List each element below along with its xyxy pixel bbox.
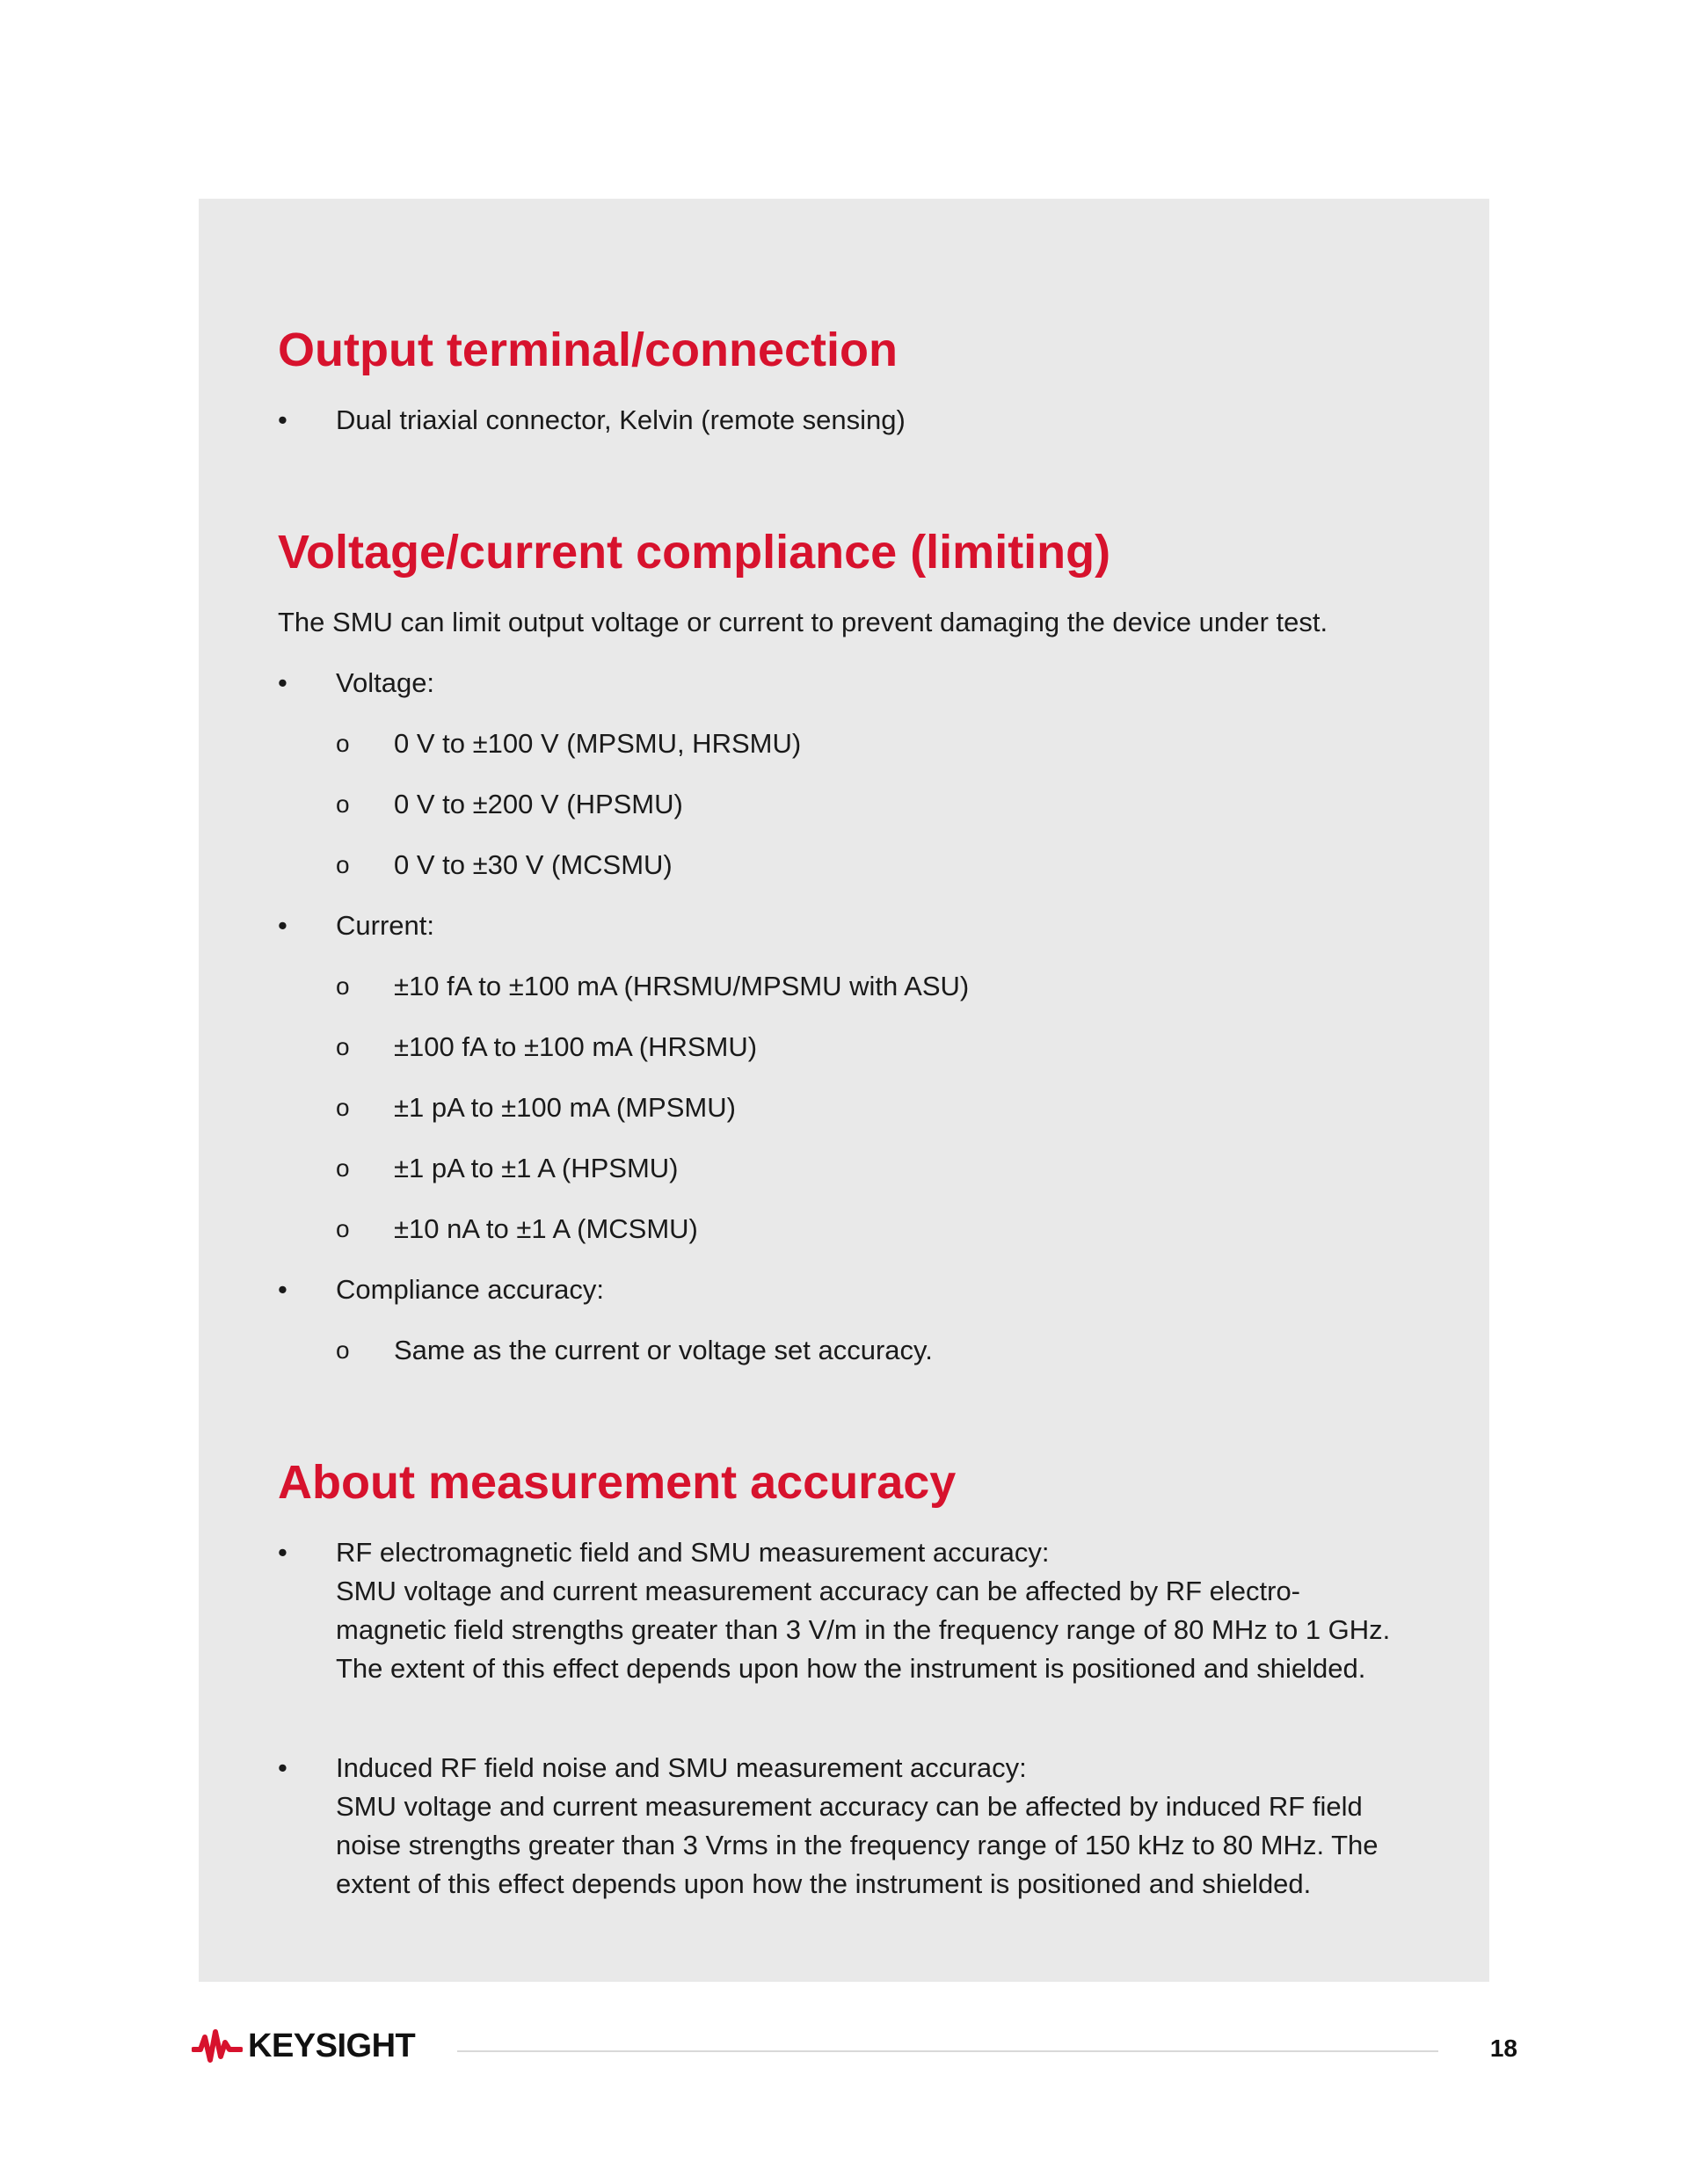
sub-bullet-marker: o: [336, 1154, 350, 1182]
section-heading-compliance: Voltage/current compliance (limiting): [278, 526, 1111, 579]
body-line: extent of this effect depends upon how the instrument is positioned and shielded.: [336, 1868, 1312, 1899]
logo-wordmark: KEYSIGHT: [248, 2027, 416, 2064]
sub-list-item-text: ±1 pA to ±100 mA (MPSMU): [394, 1092, 736, 1123]
body-line: magnetic field strengths greater than 3 V/m in the frequency range of 80 MHz to 1 GHz.: [336, 1614, 1391, 1645]
list-item-text: Current:: [336, 910, 434, 941]
keysight-wave-icon: [192, 2027, 243, 2065]
section-intro: The SMU can limit output voltage or current to prevent damaging the device under test.: [278, 607, 1328, 637]
sub-bullet-marker: o: [336, 1215, 350, 1242]
bullet-marker: •: [278, 1752, 287, 1783]
footer-divider: [457, 2050, 1438, 2052]
bullet-marker: •: [278, 667, 287, 698]
sub-bullet-marker: o: [336, 790, 350, 818]
sub-bullet-marker: o: [336, 730, 350, 757]
bullet-marker: •: [278, 404, 287, 435]
list-item-text: Compliance accuracy:: [336, 1274, 604, 1305]
list-item-text: Dual triaxial connector, Kelvin (remote sensing): [336, 404, 906, 435]
bullet-marker: •: [278, 1274, 287, 1305]
sub-list-item-text: 0 V to ±30 V (MCSMU): [394, 849, 673, 880]
body-line: noise strengths greater than 3 Vrms in the frequency range of 150 kHz to 80 MHz. The: [336, 1830, 1379, 1860]
sub-list-item-text: ±10 nA to ±1 A (MCSMU): [394, 1213, 698, 1244]
sub-list-item-text: 0 V to ±200 V (HPSMU): [394, 789, 683, 819]
sub-list-item-text: ±1 pA to ±1 A (HPSMU): [394, 1153, 679, 1183]
sub-bullet-marker: o: [336, 1094, 350, 1121]
section-heading-output-terminal: Output terminal/connection: [278, 324, 899, 376]
list-item-title: Induced RF field noise and SMU measurement accuracy:: [336, 1752, 1027, 1783]
bullet-marker: •: [278, 1537, 287, 1568]
body-line: SMU voltage and current measurement accuracy can be affected by induced RF field: [336, 1791, 1363, 1822]
list-item-body: [336, 1572, 1390, 1688]
section-heading-measurement-accuracy: About measurement accuracy: [278, 1456, 957, 1509]
list-item-text: Voltage:: [336, 667, 435, 698]
content-panel: [199, 199, 1489, 1982]
body-line: The extent of this effect depends upon how the instrument is positioned and shielded.: [336, 1653, 1366, 1684]
sub-list-item-text: 0 V to ±100 V (MPSMU, HRSMU): [394, 728, 802, 759]
sub-bullet-marker: o: [336, 851, 350, 878]
bullet-marker: •: [278, 910, 287, 941]
sub-list-item-text: Same as the current or voltage set accuracy.: [394, 1335, 933, 1365]
list-item-body: [336, 1787, 1379, 1904]
sub-bullet-marker: o: [336, 1336, 350, 1364]
sub-bullet-marker: o: [336, 1033, 350, 1060]
sub-list-item-text: ±10 fA to ±100 mA (HRSMU/MPSMU with ASU): [394, 971, 970, 1001]
page-number: 18: [1489, 2035, 1517, 2062]
sub-list-item-text: ±100 fA to ±100 mA (HRSMU): [394, 1031, 758, 1062]
list-item-title: RF electromagnetic field and SMU measurement accuracy:: [336, 1537, 1050, 1568]
keysight-logo: [192, 2026, 415, 2066]
sub-bullet-marker: o: [336, 972, 350, 1000]
body-line: SMU voltage and current measurement accuracy can be affected by RF electro-: [336, 1576, 1301, 1606]
